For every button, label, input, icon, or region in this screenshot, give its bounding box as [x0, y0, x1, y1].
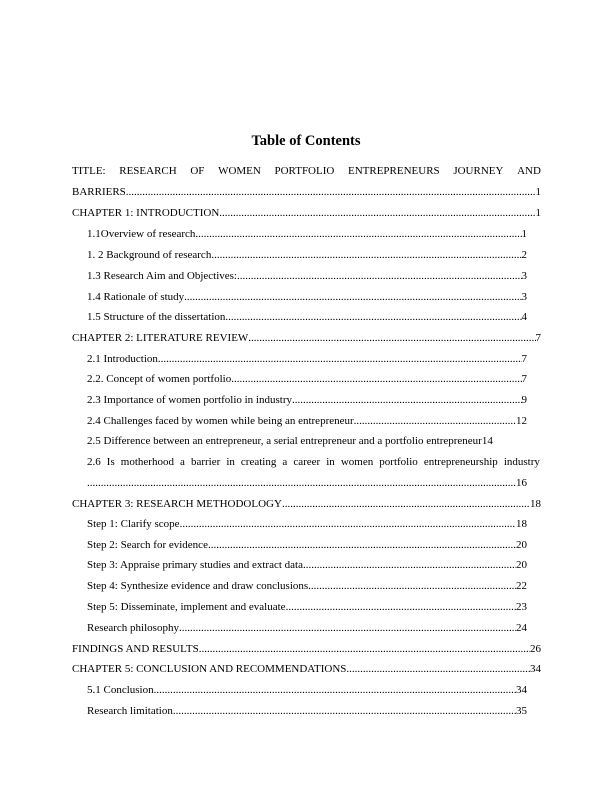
toc-entry-label: 2.1 Introduction: [87, 353, 158, 365]
toc-entry-label: 5.1 Conclusion: [87, 684, 154, 696]
toc-entry[interactable]: [87, 290, 527, 304]
toc-leader-dots: [179, 621, 516, 635]
toc-page-number: 34: [516, 684, 527, 696]
toc-page-number: 18: [516, 518, 527, 530]
toc-word: industry: [503, 456, 540, 468]
toc-entry-label: 1.1Overview of research: [87, 228, 196, 240]
toc-page-number: 24: [516, 622, 527, 634]
toc-entry-label: Step 2: Search for evidence: [87, 539, 208, 551]
toc-word: a: [180, 456, 185, 468]
toc-entry[interactable]: [87, 558, 527, 572]
toc-entry-label: Step 4: Synthesize evidence and draw conclusions: [87, 580, 309, 592]
toc-entry[interactable]: [87, 352, 527, 366]
toc-page-number: 18: [530, 498, 541, 510]
toc-entry-label: Step 3: Appraise primary studies and extract data: [87, 559, 303, 571]
toc-entry-label: CHAPTER 1: INTRODUCTION: [72, 207, 220, 219]
toc-page-number: 3: [521, 291, 527, 303]
toc-entry[interactable]: [87, 704, 527, 718]
toc-page-number: 4: [521, 311, 527, 323]
toc-entry-label: CHAPTER 5: CONCLUSION AND RECOMMENDATIONS: [72, 663, 347, 675]
toc-page-number: 22: [516, 580, 527, 592]
toc-leader-dots: [354, 414, 516, 428]
toc-entry[interactable]: [72, 206, 541, 220]
toc-leader-dots: [308, 579, 516, 593]
toc-entry[interactable]: [87, 248, 527, 262]
toc-entry[interactable]: [87, 434, 532, 448]
toc-entry-label: 1. 2 Background of research: [87, 249, 212, 261]
toc-page-number: 7: [521, 373, 527, 385]
toc-entry-label: BARRIERS: [72, 186, 126, 198]
toc-entry-label: 1.5 Structure of the dissertation: [87, 311, 226, 323]
page-title: Table of Contents: [251, 133, 361, 149]
toc-word: TITLE:: [72, 165, 106, 177]
toc-entry[interactable]: [87, 579, 527, 593]
toc-word: JOURNEY: [453, 165, 504, 177]
toc-entry-line1: [87, 455, 540, 469]
toc-leader-dots: [219, 206, 535, 220]
toc-entry-label: CHAPTER 2: LITERATURE REVIEW: [72, 332, 249, 344]
toc-page-number: 26: [530, 643, 541, 655]
toc-entry[interactable]: [87, 538, 527, 552]
toc-leader-dots: [158, 352, 522, 366]
toc-entry[interactable]: [87, 621, 527, 635]
toc-word: career: [293, 456, 321, 468]
toc-page-number: 14: [481, 435, 493, 447]
toc-entry-label: Step 5: Disseminate, implement and evaluate: [87, 601, 286, 613]
toc-word: Is: [106, 456, 115, 468]
toc-entry[interactable]: [72, 662, 541, 676]
toc-word: in: [226, 456, 235, 468]
toc-leader-dots: [346, 662, 530, 676]
toc-entry[interactable]: [87, 414, 527, 428]
toc-page-number: 1: [535, 186, 541, 198]
toc-entry-label: Research philosophy: [87, 622, 179, 634]
toc-word: women: [340, 456, 374, 468]
toc-word: a: [282, 456, 288, 468]
toc-page-number: 20: [516, 539, 527, 551]
toc-entry[interactable]: [72, 642, 541, 656]
toc-page-number: 20: [516, 559, 527, 571]
toc-leader-dots: [237, 269, 522, 283]
toc-leader-dots: [303, 558, 516, 572]
toc-leader-dots: [286, 600, 516, 614]
toc-entry[interactable]: [72, 331, 541, 345]
toc-word: barrier: [190, 456, 221, 468]
toc-entry[interactable]: [87, 310, 527, 324]
toc-leader-dots: [154, 683, 516, 697]
toc-entry-label: 1.4 Rationale of study: [87, 291, 185, 303]
toc-leader-dots: [231, 372, 521, 386]
toc-entry[interactable]: [87, 683, 527, 697]
toc-page-number: 3: [521, 270, 527, 282]
toc-leader-dots: [208, 538, 516, 552]
toc-word: motherhood: [120, 456, 174, 468]
toc-entry[interactable]: [87, 476, 527, 490]
toc-word: 2.6: [87, 456, 101, 468]
toc-leader-dots: [199, 642, 530, 656]
toc-entry-label: 2.2. Concept of women portfolio: [87, 373, 232, 385]
toc-entry-label: 2.5 Difference between an entrepreneur, a serial entrepreneur and a portfolio entrepreneur: [87, 435, 482, 447]
toc-page-number: 23: [516, 601, 527, 613]
toc-entry-label: Research limitation: [87, 705, 173, 717]
toc-entry[interactable]: [72, 497, 541, 511]
toc-word: creating: [240, 456, 277, 468]
toc-entry-label: FINDINGS AND RESULTS: [72, 643, 199, 655]
toc-page-number: 1: [535, 207, 541, 219]
toc-word: WOMEN: [218, 165, 261, 177]
toc-entry[interactable]: [87, 269, 527, 283]
toc-leader-dots: [180, 517, 516, 531]
toc-word: ENTREPRENEURS: [347, 165, 440, 177]
toc-entry[interactable]: [87, 227, 527, 241]
toc-page-number: 7: [535, 332, 541, 344]
toc-entry-label: 2.4 Challenges faced by women while being an entrepreneur: [87, 415, 354, 427]
toc-leader-dots: [195, 227, 521, 241]
toc-page-number: 34: [530, 663, 541, 675]
toc-word: in: [326, 456, 335, 468]
toc-leader-dots: [225, 310, 521, 324]
toc-entry-label: 1.3 Research Aim and Objectives:: [87, 270, 237, 282]
toc-page-number: 7: [521, 353, 527, 365]
toc-entry[interactable]: [87, 517, 527, 531]
toc-leader-dots: [87, 476, 516, 490]
toc-leader-dots: [184, 290, 521, 304]
toc-word: OF: [190, 165, 205, 177]
toc-page-number: 12: [516, 415, 527, 427]
toc-word: RESEARCH: [119, 165, 177, 177]
toc-entry-label: CHAPTER 3: RESEARCH METHODOLOGY: [72, 498, 282, 510]
toc-leader-dots: [173, 704, 516, 718]
toc-word: PORTFOLIO: [274, 165, 335, 177]
toc-page-number: 9: [521, 394, 527, 406]
toc-page-number: 16: [516, 477, 527, 489]
toc-entry[interactable]: [87, 393, 527, 407]
toc-entry[interactable]: [87, 600, 527, 614]
toc-entry[interactable]: [72, 185, 541, 199]
toc-entry-title-line1: [72, 164, 541, 178]
toc-entry-label: 2.3 Importance of women portfolio in industry: [87, 394, 292, 406]
toc-leader-dots: [126, 185, 536, 199]
toc-leader-dots: [292, 393, 522, 407]
toc-word: AND: [517, 165, 541, 177]
toc-leader-dots: [248, 331, 535, 345]
toc-page-number: 1: [521, 228, 527, 240]
toc-word: entrepreneurship: [423, 456, 498, 468]
toc-word: portfolio: [379, 456, 418, 468]
toc-entry-label: Step 1: Clarify scope: [87, 518, 180, 530]
toc-entry[interactable]: [87, 372, 527, 386]
toc-leader-dots: [282, 497, 530, 511]
toc-page-number: 2: [521, 249, 527, 261]
toc-page-number: 35: [516, 705, 527, 717]
toc-leader-dots: [211, 248, 521, 262]
